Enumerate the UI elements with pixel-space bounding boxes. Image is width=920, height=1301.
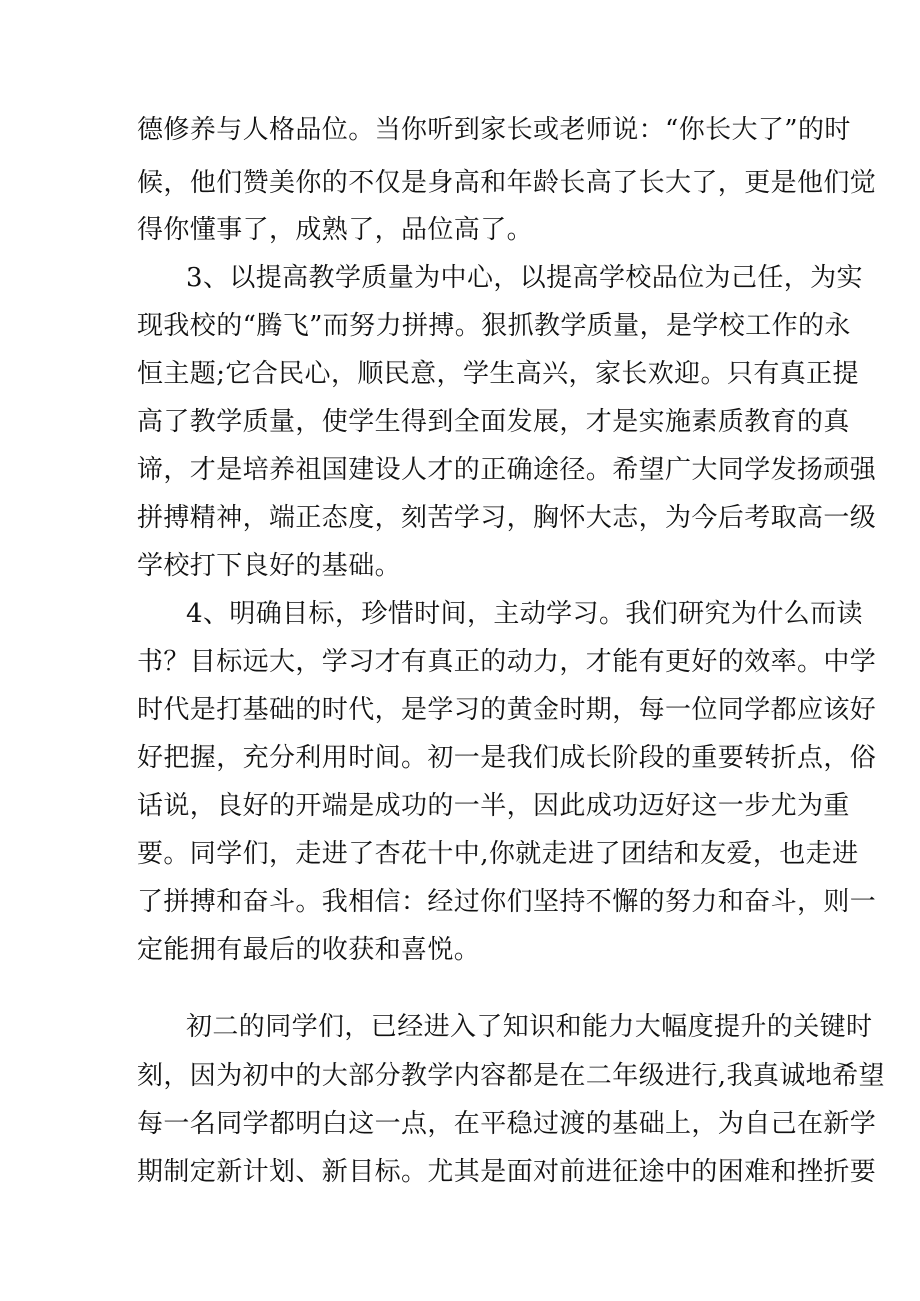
text-line-19: 初二的同学们，已经进入了知识和能力大幅度提升的关键时: [186, 1012, 873, 1042]
text-line-14: 好把握，充分利用时间。初一是我们成长阶段的重要转折点，俗: [137, 743, 877, 773]
text-line-5: 现我校的“腾飞”而努力拼搏。狠抓教学质量，是学校工作的永: [137, 311, 851, 341]
text-line-2: 候，他们赞美你的不仅是身高和年龄长高了长大了，更是他们觉: [137, 168, 877, 198]
text-line-1: 德修养与人格品位。当你听到家长或老师说：“你长大了”的时: [137, 115, 851, 145]
text-line-9: 拼搏精神，端正态度，刻苦学习，胸怀大志，为今后考取高一级: [137, 503, 877, 533]
text-line-16: 要。同学们，走进了杏花十中,你就走进了团结和友爱，也走进: [137, 839, 859, 869]
text-line-15: 话说，良好的开端是成功的一半，因此成功迈好这一步尤为重: [137, 791, 850, 821]
text-line-11: 4、明确目标，珍惜时间，主动学习。我们研究为什么而读: [186, 599, 863, 629]
text-line-8: 谛，才是培养祖国建设人才的正确途径。希望广大同学发扬顽强: [137, 455, 877, 485]
text-line-7: 高了教学质量，使学生得到全面发展，才是实施素质教育的真: [137, 407, 850, 437]
text-line-17: 了拼搏和奋斗。我相信：经过你们坚持不懈的努力和奋斗，则一: [137, 887, 877, 917]
text-line-20: 刻，因为初中的大部分教学内容都是在二年级进行,我真诚地希望: [137, 1061, 885, 1091]
text-line-12: 书？目标远大，学习才有真正的动力，才能有更好的效率。中学: [137, 647, 877, 677]
text-line-3: 得你懂事了，成熟了，品位高了。: [137, 215, 534, 245]
text-line-6: 恒主题;它合民心，顺民意，学生高兴，家长欢迎。只有真正提: [137, 359, 859, 389]
text-line-10: 学校打下良好的基础。: [137, 551, 402, 581]
text-line-13: 时代是打基础的时代，是学习的黄金时期，每一位同学都应该好: [137, 695, 877, 725]
text-line-18: 定能拥有最后的收获和喜悦。: [137, 935, 481, 965]
text-line-22: 期制定新计划、新目标。尤其是面对前进征途中的困难和挫折要: [137, 1157, 877, 1187]
text-line-4: 3、以提高教学质量为中心，以提高学校品位为己任，为实: [186, 263, 863, 293]
text-line-21: 每一名同学都明白这一点，在平稳过渡的基础上，为自己在新学: [137, 1109, 877, 1139]
